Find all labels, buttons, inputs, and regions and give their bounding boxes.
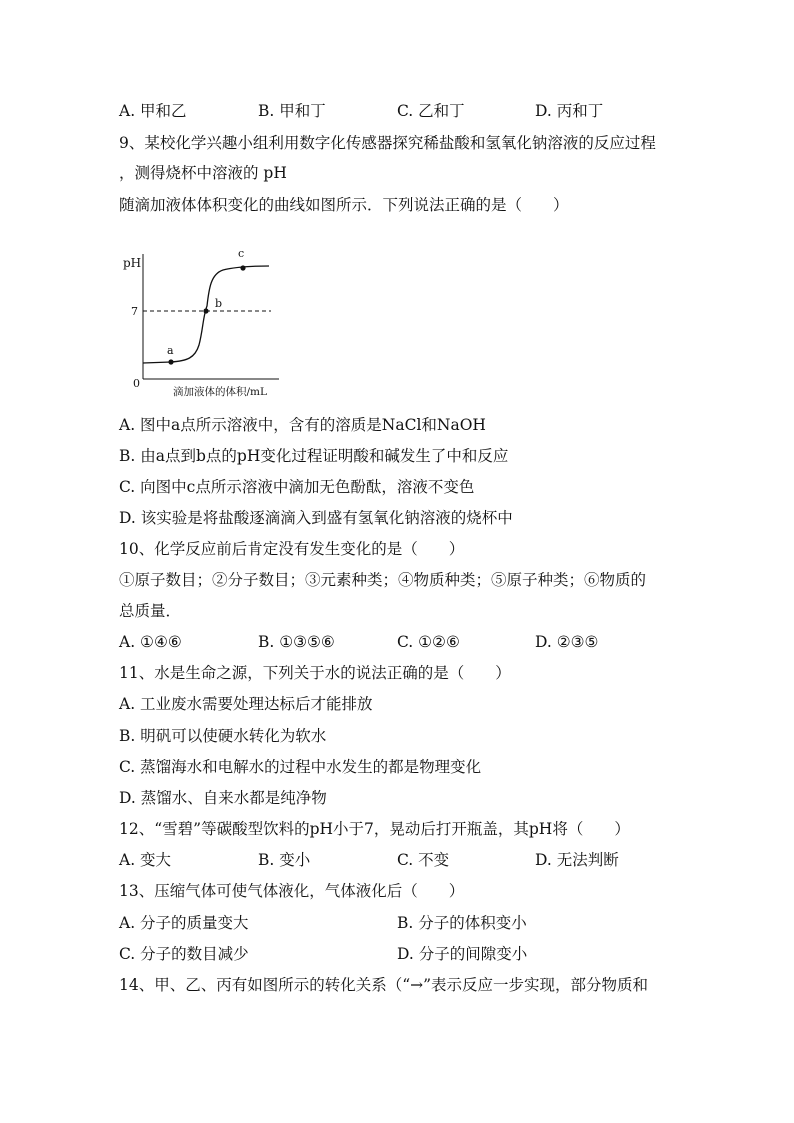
q13-option-d[interactable]: D. 分子的间隙变小 <box>397 945 528 963</box>
q13-option-b[interactable]: B. 分子的体积变小 <box>397 914 527 932</box>
q10-option-a[interactable]: A. ①④⑥ <box>119 633 182 651</box>
point-c-marker <box>240 265 245 270</box>
point-a-marker <box>168 359 173 364</box>
q12-option-c[interactable]: C. 不变 <box>397 851 450 869</box>
point-b-marker <box>203 308 208 313</box>
q13-option-c[interactable]: C. 分子的数目减少 <box>119 945 249 963</box>
y-axis-label: pH <box>123 256 142 270</box>
origin-label: 0 <box>133 377 140 390</box>
q12-option-a[interactable]: A. 变大 <box>119 851 172 869</box>
point-c-label: c <box>238 247 245 260</box>
q9-stem-line3: 随滴加液体体积变化的曲线如图所示．下列说法正确的是（ ） <box>119 196 569 214</box>
q11-option-a[interactable]: A. 工业废水需要处理达标后才能排放 <box>119 695 373 713</box>
q11-option-d[interactable]: D. 蒸馏水、自来水都是纯净物 <box>119 789 327 807</box>
q8-option-c[interactable]: C. 乙和丁 <box>397 102 465 120</box>
q14-stem: 14、甲、乙、丙有如图所示的转化关系（“→”表示反应一步实现，部分物质和 <box>119 976 649 994</box>
q10-option-d[interactable]: D. ②③⑤ <box>535 633 599 651</box>
point-a-label: a <box>167 344 174 357</box>
q9-option-d[interactable]: D. 该实验是将盐酸逐滴滴入到盛有氢氧化钠溶液的烧杯中 <box>119 509 513 527</box>
q13-option-a[interactable]: A. 分子的质量变大 <box>119 914 249 932</box>
q11-option-b[interactable]: B. 明矾可以使硬水转化为软水 <box>119 727 327 745</box>
q8-option-d[interactable]: D. 丙和丁 <box>535 102 604 120</box>
q10-list-line1: ①原子数目；②分子数目；③元素种类；④物质种类；⑤原子种类；⑥物质的 <box>119 571 647 589</box>
q10-option-b[interactable]: B. ①③⑤⑥ <box>258 633 335 651</box>
q9-stem-line1: 9、某校化学兴趣小组利用数字化传感器探究稀盐酸和氢氧化钠溶液的反应过程 <box>119 134 656 152</box>
point-b-label: b <box>215 297 223 310</box>
q10-stem: 10、化学反应前后肯定没有发生变化的是（ ） <box>119 540 465 558</box>
q9-option-c[interactable]: C. 向图中c点所示溶液中滴加无色酚酞，溶液不变色 <box>119 478 475 496</box>
q13-stem: 13、压缩气体可使气体液化，气体液化后（ ） <box>119 882 465 900</box>
q9-option-a[interactable]: A. 图中a点所示溶液中，含有的溶质是NaCl和NaOH <box>119 416 486 434</box>
x-axis-label: 滴加液体的体积/mL <box>173 386 267 398</box>
ph-curve <box>143 266 269 363</box>
q10-list-line2: 总质量． <box>119 602 182 620</box>
q11-stem: 11、水是生命之源，下列关于水的说法正确的是（ ） <box>119 664 511 682</box>
q12-stem: 12、“雪碧”等碳酸型饮料的pH小于7，晃动后打开瓶盖，其pH将（ ） <box>119 820 630 838</box>
q12-option-d[interactable]: D. 无法判断 <box>535 851 619 869</box>
q8-option-a[interactable]: A. 甲和乙 <box>119 102 187 120</box>
y-tick-7: 7 <box>131 305 138 318</box>
q12-option-b[interactable]: B. 变小 <box>258 851 311 869</box>
q9-stem-line2: ，测得烧杯中溶液的 pH <box>119 164 287 182</box>
q11-option-c[interactable]: C. 蒸馏海水和电解水的过程中水发生的都是物理变化 <box>119 758 482 776</box>
q8-option-b[interactable]: B. 甲和丁 <box>258 102 326 120</box>
ph-curve-graph <box>119 240 289 400</box>
q10-option-c[interactable]: C. ①②⑥ <box>397 633 460 651</box>
q9-option-b[interactable]: B. 由a点到b点的pH变化过程证明酸和碱发生了中和反应 <box>119 447 509 465</box>
